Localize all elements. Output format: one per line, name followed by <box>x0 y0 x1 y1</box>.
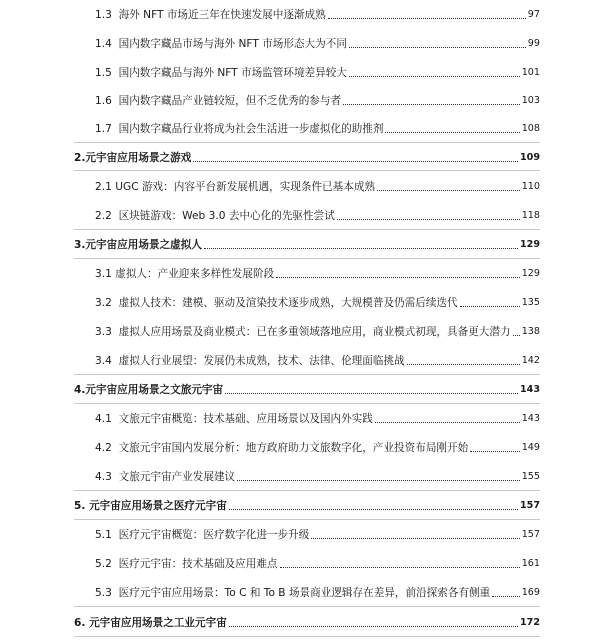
toc-entry-page: 138 <box>521 326 540 337</box>
dot-leader <box>276 276 520 278</box>
toc-entry[interactable] <box>0 263 596 281</box>
toc-entry-title: 海外 NFT 市场近三年在快速发展中逐渐成熟 <box>118 9 326 21</box>
toc-chapter-title: 元宇宙应用场景之文旅元宇宙 <box>85 384 224 396</box>
toc-entry[interactable] <box>0 321 596 339</box>
toc-entry-title: 文旅元宇宙概览：技术基础、应用场景以及国内外实践 <box>118 413 373 425</box>
dot-leader <box>204 247 518 249</box>
toc-entry-title: 虚拟人技术：建模、驱动及渲染技术逐步成熟，大规模普及仍需后续迭代 <box>118 297 458 309</box>
toc-entry-number: 5.3 <box>95 587 112 599</box>
toc-entry-title: 虚拟人：产业迎来多样性发展阶段 <box>115 268 275 280</box>
toc-entry[interactable] <box>0 118 596 136</box>
toc-entry[interactable] <box>0 4 596 22</box>
divider <box>74 229 540 230</box>
toc-entry-number: 3.3 <box>95 326 112 338</box>
dot-leader <box>375 421 520 423</box>
divider <box>74 170 540 171</box>
dot-leader <box>377 189 520 191</box>
dot-leader <box>280 566 520 568</box>
toc-entry-page: 169 <box>521 587 540 598</box>
toc-entry-title: 医疗元宇宙：技术基础及应用难点 <box>118 558 278 570</box>
toc-entry-page: 110 <box>521 181 540 192</box>
dot-leader <box>513 334 520 336</box>
toc-entry-page: 155 <box>521 471 540 482</box>
toc-entry-number: 4.1 <box>95 413 112 425</box>
dot-leader <box>470 450 519 452</box>
toc-entry-page: 129 <box>521 268 540 279</box>
toc-entry[interactable] <box>0 90 596 108</box>
dot-leader <box>407 363 520 365</box>
divider <box>74 258 540 259</box>
toc-entry-number: 2.1 <box>95 181 112 193</box>
dot-leader <box>193 160 518 162</box>
toc-entry[interactable] <box>0 524 596 542</box>
toc-chapter-title: 元宇宙应用场景之医疗元宇宙 <box>89 500 227 512</box>
toc-entry-number: 1.4 <box>95 38 112 50</box>
toc-entry-page: 135 <box>521 297 540 308</box>
toc-chapter-number: 5. <box>74 500 90 512</box>
toc-entry[interactable] <box>0 205 596 223</box>
divider <box>74 374 540 375</box>
dot-leader <box>328 17 526 19</box>
toc-chapter[interactable] <box>0 379 596 397</box>
toc-entry-page: 118 <box>521 210 540 221</box>
toc-entry-number: 4.3 <box>95 471 112 483</box>
toc-entry-page: 99 <box>527 38 540 49</box>
toc-entry-title: 国内数字藏品与海外 NFT 市场监管环境差异较大 <box>118 67 347 79</box>
dot-leader <box>337 218 520 220</box>
toc-entry[interactable] <box>0 582 596 600</box>
toc-entry-title: 国内数字藏品行业将成为社会生活进一步虚拟化的助推剂 <box>118 123 384 135</box>
toc-entry-page: 142 <box>521 355 540 366</box>
divider <box>74 606 540 607</box>
divider <box>74 636 540 637</box>
toc-entry[interactable] <box>0 437 596 455</box>
toc-chapter-number: 3. <box>74 239 86 251</box>
toc-entry-title: 医疗元宇宙概览：医疗数字化进一步升级 <box>118 529 310 541</box>
toc-entry[interactable] <box>0 176 596 194</box>
toc-entry-number: 5.1 <box>95 529 112 541</box>
toc-entry[interactable] <box>0 553 596 571</box>
toc-entry-number: 2.2 <box>95 210 112 222</box>
toc-entry-title: 虚拟人行业展望：发展仍未成熟，技术、法律、伦理面临挑战 <box>118 355 405 367</box>
dot-leader <box>229 625 518 627</box>
toc-entry-page: 103 <box>521 95 540 106</box>
dot-leader <box>349 75 520 77</box>
toc-entry-number: 3.2 <box>95 297 112 309</box>
toc-chapter-page: 157 <box>519 500 540 511</box>
toc-entry-title: 文旅元宇宙国内发展分析：地方政府助力文旅数字化，产业投资布局刚开始 <box>118 442 469 454</box>
toc-entry-number: 3.4 <box>95 355 112 367</box>
toc-entry[interactable] <box>0 33 596 51</box>
toc-entry-page: 161 <box>521 558 540 569</box>
toc-entry-page: 157 <box>521 529 540 540</box>
toc-entry-page: 101 <box>521 67 540 78</box>
toc-entry-title: 国内数字藏品产业链较短，但不乏优秀的参与者 <box>118 95 342 107</box>
toc-entry-title: 国内数字藏品市场与海外 NFT 市场形态大为不同 <box>118 38 347 50</box>
toc-entry[interactable] <box>0 408 596 426</box>
toc-entry-title: 区块链游戏：Web 3.0 去中心化的先驱性尝试 <box>118 210 335 222</box>
dot-leader <box>343 103 520 105</box>
divider <box>74 142 540 143</box>
toc-entry-number: 4.2 <box>95 442 112 454</box>
toc-chapter-page: 109 <box>519 152 540 163</box>
toc-chapter-page: 172 <box>519 617 540 628</box>
toc-chapter-title: 元宇宙应用场景之工业元宇宙 <box>89 617 227 629</box>
toc-entry-number: 3.1 <box>95 268 112 280</box>
toc-entry-title: 医疗元宇宙应用场景：To C 和 To B 场景商业逻辑存在差异，前沿探索各有侧重 <box>118 587 491 599</box>
dot-leader <box>349 46 526 48</box>
dot-leader <box>237 479 520 481</box>
toc-entry-number: 1.7 <box>95 123 112 135</box>
toc-entry-page: 97 <box>527 9 540 20</box>
toc-chapter-title: 元宇宙应用场景之虚拟人 <box>85 239 202 251</box>
dot-leader <box>385 131 519 133</box>
toc-chapter-page: 129 <box>519 239 540 250</box>
dot-leader <box>492 595 519 597</box>
toc-entry-number: 1.3 <box>95 9 112 21</box>
divider <box>74 490 540 491</box>
toc-entry[interactable] <box>0 466 596 484</box>
toc-chapter-title: 元宇宙应用场景之游戏 <box>85 152 192 164</box>
toc-entry-number: 1.5 <box>95 67 112 79</box>
toc-chapter[interactable] <box>0 234 596 252</box>
toc-chapter-number: 4. <box>74 384 86 396</box>
toc-entry-title: UGC 游戏：内容平台新发展机遇，实现条件已基本成熟 <box>115 181 376 193</box>
toc-chapter[interactable] <box>0 147 596 165</box>
toc-entry-title: 文旅元宇宙产业发展建议 <box>118 471 236 483</box>
dot-leader <box>225 392 518 394</box>
dot-leader <box>229 508 518 510</box>
toc-chapter[interactable] <box>0 612 596 630</box>
toc-chapter-number: 2. <box>74 152 86 164</box>
toc-entry-number: 1.6 <box>95 95 112 107</box>
toc-entry[interactable] <box>0 62 596 80</box>
divider <box>74 403 540 404</box>
toc-entry[interactable] <box>0 350 596 368</box>
toc-chapter[interactable] <box>0 495 596 513</box>
toc-entry-number: 5.2 <box>95 558 112 570</box>
toc-entry-page: 143 <box>521 413 540 424</box>
toc-entry-page: 108 <box>521 123 540 134</box>
toc-entry-title: 虚拟人应用场景及商业模式：已在多重领域落地应用，商业模式初现，具备更大潜力 <box>118 326 511 338</box>
dot-leader <box>460 305 520 307</box>
toc-chapter-page: 143 <box>519 384 540 395</box>
divider <box>74 519 540 520</box>
toc-entry[interactable] <box>0 292 596 310</box>
toc-chapter-number: 6. <box>74 617 90 629</box>
dot-leader <box>311 537 519 539</box>
toc-entry-page: 149 <box>521 442 540 453</box>
